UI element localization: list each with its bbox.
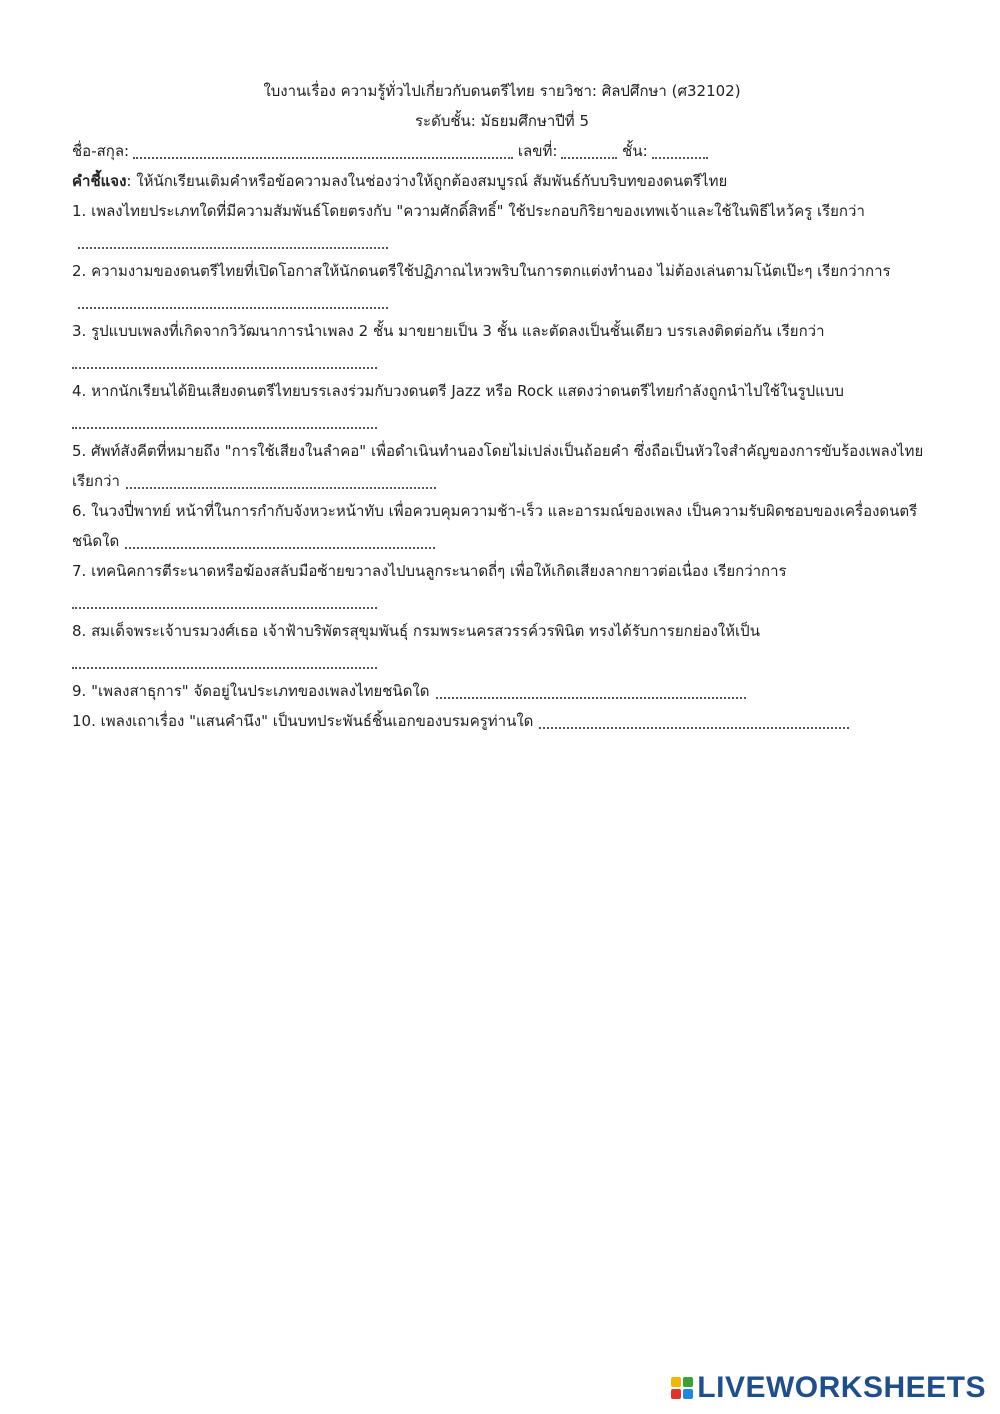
question-text: 1. เพลงไทยประเภทใดที่มีความสัมพันธ์โดยตรงกับ "ความศักดิ์สิทธิ์" ใช้ประกอบกิริยาของเทพเจ้าและใช้ในพิธีไหว้ครู เรียกว่า [72,202,865,220]
answer-blank-7[interactable] [72,586,377,616]
question-10 [72,706,932,736]
logo-square [671,1389,681,1399]
worksheet-subtitle: ระดับชั้น: มัธยมศึกษาปีที่ 5 [415,112,589,130]
question-text: 8. สมเด็จพระเจ้าบรมวงศ์เธอ เจ้าฟ้าบริพัตรสุขุมพันธุ์ กรมพระนครสวรรค์วรพินิต ทรงได้รับการยกย่องให้เป็น [72,622,760,640]
question-text: 7. เทคนิคการตีระนาดหรือฆ้องสลับมือซ้ายขวาลงไปบนลูกระนาดถี่ๆ เพื่อให้เกิดเสียงลากยาวต่อเนื่อง เรียกว่าการ [72,562,787,580]
answer-blank-6[interactable] [125,526,435,556]
instructions [72,166,932,196]
question-text: 9. "เพลงสาธุการ" จัดอยู่ในประเภทของเพลงไทยชนิดใด [72,682,430,700]
answer-blank-9[interactable] [436,676,746,706]
question-4 [72,376,932,436]
question-text: 3. รูปแบบเพลงที่เกิดจากวิวัฒนาการนำเพลง 2 ชั้น มาขยายเป็น 3 ชั้น และตัดลงเป็นชั้นเดียว บรรเลงติดต่อกัน เรียกว่า [72,322,825,340]
question-9 [72,676,932,706]
question-5 [72,436,932,496]
worksheet-title: ใบงานเรื่อง ความรู้ทั่วไปเกี่ยวกับดนตรีไทย รายวิชา: ศิลปศึกษา (ศ32102) [263,82,741,100]
question-6 [72,496,932,556]
logo-square [671,1377,681,1387]
worksheet-content [72,76,932,736]
instructions-text: : ให้นักเรียนเติมคำหรือข้อความลงในช่องว่างให้ถูกต้องสมบูรณ์ สัมพันธ์กับบริบทของดนตรีไทย [126,172,728,190]
logo-square [683,1389,693,1399]
answer-blank-10[interactable] [539,706,849,736]
question-text: 2. ความงามของดนตรีไทยที่เปิดโอกาสให้นักดนตรีใช้ปฏิภาณไหวพริบในการตกแต่งทำนอง ไม่ต้องเล่นตามโน้ตเป๊ะๆ เรียกว่าการ [72,262,891,280]
watermark-text: LIVEWORKSHEETS [697,1371,986,1404]
question-8 [72,616,932,676]
question-text: 10. เพลงเถาเรื่อง "แสนคำนึง" เป็นบทประพันธ์ชิ้นเอกของบรมครูท่านใด [72,712,534,730]
answer-blank-5[interactable] [126,466,436,496]
answer-blank-8[interactable] [72,646,377,676]
logo-square [683,1377,693,1387]
student-info-row [72,136,932,166]
question-text: 4. หากนักเรียนได้ยินเสียงดนตรีไทยบรรเลงร่วมกับวงดนตรี Jazz หรือ Rock แสดงว่าดนตรีไทยกำลังถูกนำไปใช้ในรูปแบบ [72,382,844,400]
question-3 [72,316,932,376]
name-input-blank[interactable] [133,136,513,166]
question-text: 5. ศัพท์สังคีตที่หมายถึง "การใช้เสียงในลำคอ" เพื่อดำเนินทำนองโดยไม่เปล่งเป็นถ้อยคำ ซึ่งถือเป็นหัวใจสำคัญของการขับร้องเพลงไทย เรียกว่า [72,442,924,490]
instructions-label: คำชี้แจง [72,172,127,190]
question-7 [72,556,932,616]
question-2 [72,256,932,316]
class-input-blank[interactable] [652,136,708,166]
answer-blank-1[interactable] [78,226,388,256]
name-label: ชื่อ-สกุล: [72,142,130,160]
number-label: เลขที่: [517,142,558,160]
liveworksheets-watermark [671,1372,986,1404]
question-1 [72,196,932,256]
question-text: 6. ในวงปี่พาทย์ หน้าที่ในการกำกับจังหวะหน้าทับ เพื่อควบคุมความช้า-เร็ว และอารมณ์ของเพลง เป็นความรับผิดชอบของเครื่องดนตรีชนิดใด [72,502,918,550]
class-label: ชั้น: [622,142,648,160]
number-input-blank[interactable] [561,136,617,166]
liveworksheets-logo-icon [671,1377,693,1399]
answer-blank-3[interactable] [72,346,377,376]
answer-blank-4[interactable] [72,406,377,436]
answer-blank-2[interactable] [78,286,388,316]
